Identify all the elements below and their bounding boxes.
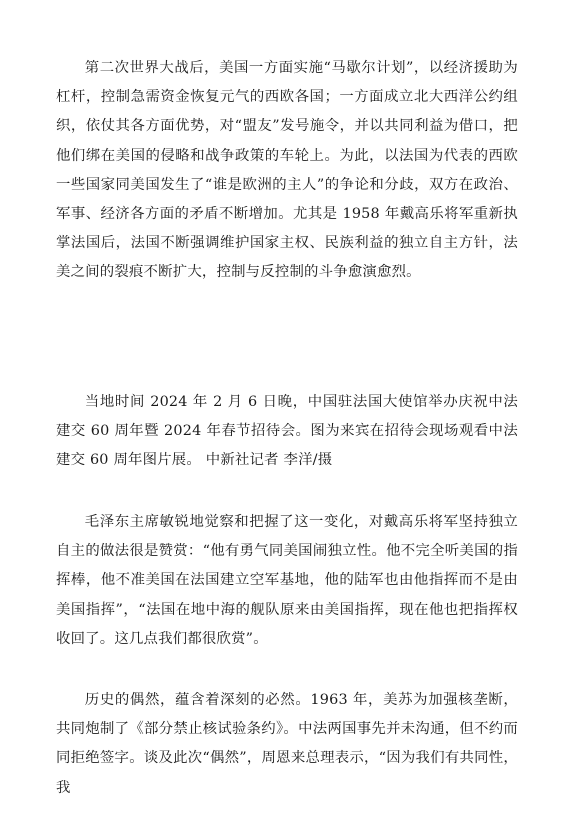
paragraph-postwar-context: 第二次世界大战后，美国一方面实施“马歇尔计划”，以经济援助为杠杆，控制急需资金恢复元气的西欧各国；一方面成立北大西洋公约组织，依仗其各方面优势，对“盟友”发号施令，并以共同利益为借口，把他们绑在美国的侵略和战争政策的车轮上。为此，以法国为代表的西欧一些国家同美国发生了“谁是欧洲的主人”的争论和分歧，双方在政治、军事、经济各方面的矛盾不断增加。尤其是 1958 年戴高乐将军重新执掌法国后，法国不断强调维护国家主权、民族利益的独立自主方针，法美之间的裂痕不断扩大，控制与反控制的斗争愈演愈烈。 [56, 60, 518, 281]
paragraph-mao-comment: 毛泽东主席敏锐地觉察和把握了这一变化，对戴高乐将军坚持独立自主的做法很是赞赏：“他有勇气同美国闹独立性。他不完全听美国的指挥棒，他不准美国在法国建立空军基地，他的陆军也由他指挥而不是由美国指挥”，“法国在地中海的舰队原来由美国指挥，现在他也把指挥权收回了。这几点我们都很欣赏”。 [56, 514, 518, 647]
photo-caption-paragraph: 当地时间 2024 年 2 月 6 日晚，中国驻法国大使馆举办庆祝中法建交 60 周年暨 2024 年春节招待会。图为来宾在招待会现场观看中法建交 60 周年图片展。 中新社记者 李洋/摄 [56, 394, 518, 469]
paragraph-historical-coincidence: 历史的偶然，蕴含着深刻的必然。1963 年，美苏为加强核垄断，共同炮制了《部分禁止核试验条约》。中法两国事先并未沟通，但不约而同拒绝签字。谈及此次“偶然”，周恩来总理表示，“因为我们有共同性，我 [56, 692, 518, 796]
